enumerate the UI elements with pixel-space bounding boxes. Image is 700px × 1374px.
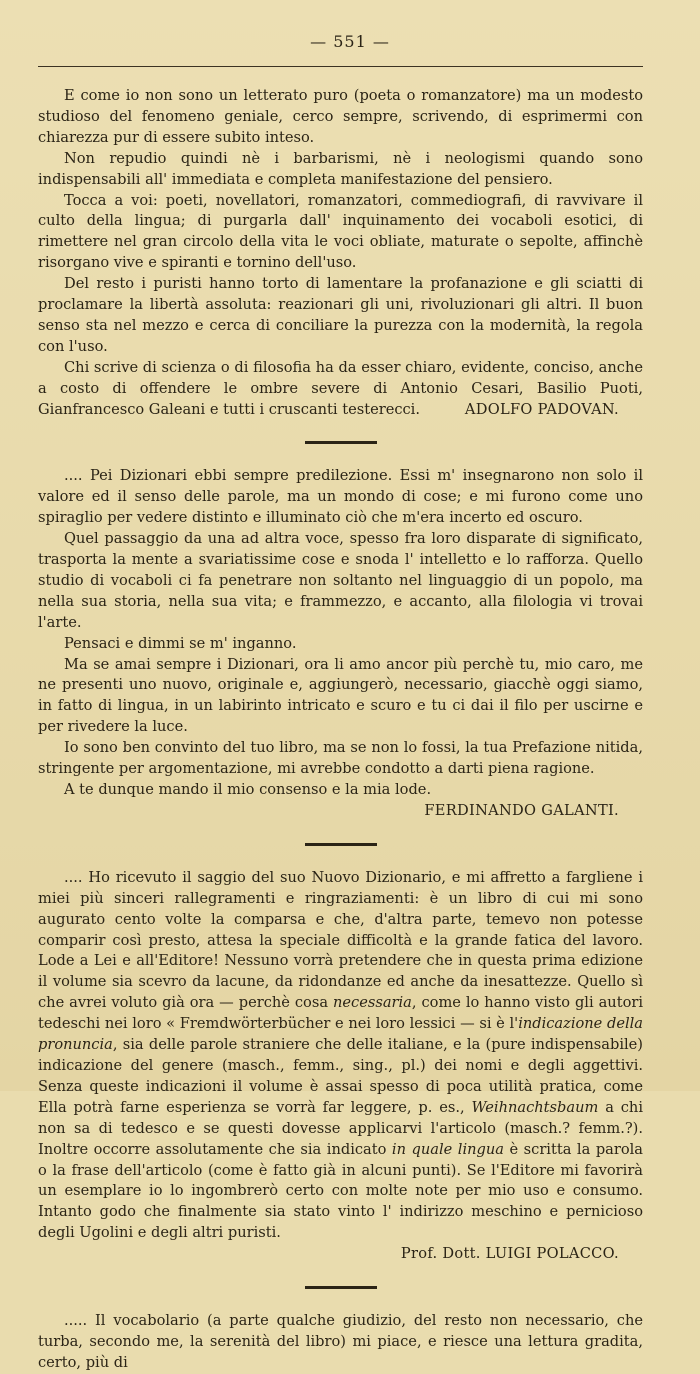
paragraph: Tocca a voi: poeti, novellatori, romanzatori, commediografi, di ravvivare il culto della lingua; di purgarla dall' inquinamento dei vocaboli esotici, di rimettere nel gran circolo della vita le voci obliate, maturate o sepolte, affinchè risorgano vive e spiranti e tornino dell'uso.: [38, 191, 643, 272]
letter-polacco: [38, 868, 643, 1265]
text-run: , sia delle parole straniere che delle italiane, e la (pure indispensabile) indicazione del genere (masch., femm., sing., pl.) dei nomi e degli aggettivi. Senza queste indicazioni il volume è assai spesso di poca utilità pratica, come Ella potrà farne esperienza se vorrà far leggere, p. es.,: [38, 1036, 643, 1116]
letter-galanti: [38, 466, 643, 821]
page-number: — 551 —: [310, 32, 390, 51]
emphasis-text: necessaria: [333, 994, 412, 1012]
paragraph: Io sono ben convinto del tuo libro, ma se non lo fossi, la tua Prefazione nitida, stringente per argomentazione, mi avrebbe condotto a darti piena ragione.: [38, 739, 643, 778]
paragraph: Del resto i puristi hanno torto di lamentare la profanazione e gli sciatti di proclamare la libertà assoluta: reazionari gli uni, rivoluzionari gli altri. Il buon senso sta nel mezzo e cerca di conciliare la purezza con la modernità, la regola con l'uso.: [38, 275, 643, 355]
text-run: .... Ho ricevuto il saggio del suo Nuovo Dizionario, e mi affretto a fargliene i miei più sinceri rallegramenti e ringraziamenti: è un libro di cui mi sono augurato cento volte la comparsa e che, d'altra parte, temevo non potesse comparir così presto, attesa la speciale difficoltà e la grande fatica del lavoro. Lode a Lei e all'Editore! Nessuno vorrà pretendere che in questa prima edizione il volume sia scevro da lacune, da ridondanze ed anche da inesattezze. Quello sì che avrei voluto già ora — perchè cosa: [38, 868, 643, 1012]
letter-padovan: [38, 86, 643, 420]
text-run: , come lo hanno visto gli autori tedeschi nei loro « Fremdwörterbücher e nei loro lessici — si è l': [38, 994, 643, 1033]
paragraph: Ma se amai sempre i Dizionari, ora li amo ancor più perchè tu, mio caro, me ne presenti uno nuovo, originale e, aggiungerò, necessario, giacchè oggi siamo, in fatto di lingua, in un labirinto intricato e scuro e tu ci dai il filo per uscirne e per rivedere la luce.: [38, 655, 643, 736]
paragraph: Chi scrive di scienza o di filosofia ha da esser chiaro, evidente, conciso, anche a costo di offendere le ombre severe di Antonio Cesari, Basilio Puoti, Gianfrancesco Galeani e tutti i cruscanti testerecci.: [38, 358, 643, 418]
paragraph: [38, 868, 643, 1244]
letter-fragment: [38, 1311, 643, 1374]
signature: Prof. Dott. LUIGI POLACCO.: [400, 1245, 619, 1263]
header-rule: [38, 66, 643, 67]
paragraph: Quel passaggio da una ad altra voce, spesso fra loro disparate di significato, trasporta la mente a svariatissime cose e snoda l' intelletto e lo rafforza. Quello studio di vocaboli ci fa penetrare non soltanto nel linguaggio di un popolo, ma nella sua storia, nella sua vita; e frammezzo, e accanto, alla filologia vi trovai l'arte.: [38, 530, 643, 631]
paragraph: Non repudio quindi nè i barbarismi, nè i neologismi quando sono indispensabili all' immediata e completa manifestazione del pensiero.: [38, 149, 643, 188]
paragraph: .... Pei Dizionari ebbi sempre predilezione. Essi m' insegnarono non solo il valore ed il senso delle parole, ma un mondo di cose; e mi furono come uno spiraglio per vedere distinto e illuminato ciò che m'era incerto ed oscuro.: [38, 467, 643, 527]
signature: FERDINANDO GALANTI.: [424, 801, 619, 819]
text-run: a chi non sa di tedesco e se questi dovesse applicarvi l'articolo (masch.? femm.?). Inoltre occorre assolutamente che sia indicato: [38, 1098, 643, 1158]
signature: ADOLFO PADOVAN.: [464, 400, 619, 418]
paragraph: A te dunque mando il mio consenso e la mia lode.: [64, 781, 432, 798]
paragraph: E come io non sono un letterato puro (poeta o romanzatore) ma un modesto studioso del fenomeno geniale, cerco sempre, scrivendo, di esprimermi con chiarezza pur di essere subito inteso.: [38, 87, 643, 146]
page-content: [38, 86, 643, 1374]
separator-rule: [305, 843, 377, 846]
emphasis-text: Weihnachtsbaum: [471, 1098, 599, 1116]
separator-rule: [305, 1286, 377, 1289]
paragraph: Pensaci e dimmi se m' inganno.: [64, 634, 297, 652]
text-run: è scritta la parola o la frase dell'articolo (come è fatto già in alcuni punti). Se l'Editore mi favorirà un esemplare io lo ingombrerò certo con molte note per mio uso e consumo. Intanto godo che finalmente sia stato vinto l' indirizzo meschino e pernicioso degli Ugolini e degli altri puristi.: [38, 1140, 643, 1242]
paragraph: ..... Il vocabolario (a parte qualche giudizio, del resto non necessario, che turba, secondo me, la serenità del libro) mi piace, e riesce una lettura gradita, certo, più di: [38, 1312, 643, 1371]
emphasis-text: in quale lingua: [391, 1140, 504, 1158]
separator-rule: [305, 441, 377, 444]
emphasis-text: indicazione della pronuncia: [38, 1015, 644, 1054]
